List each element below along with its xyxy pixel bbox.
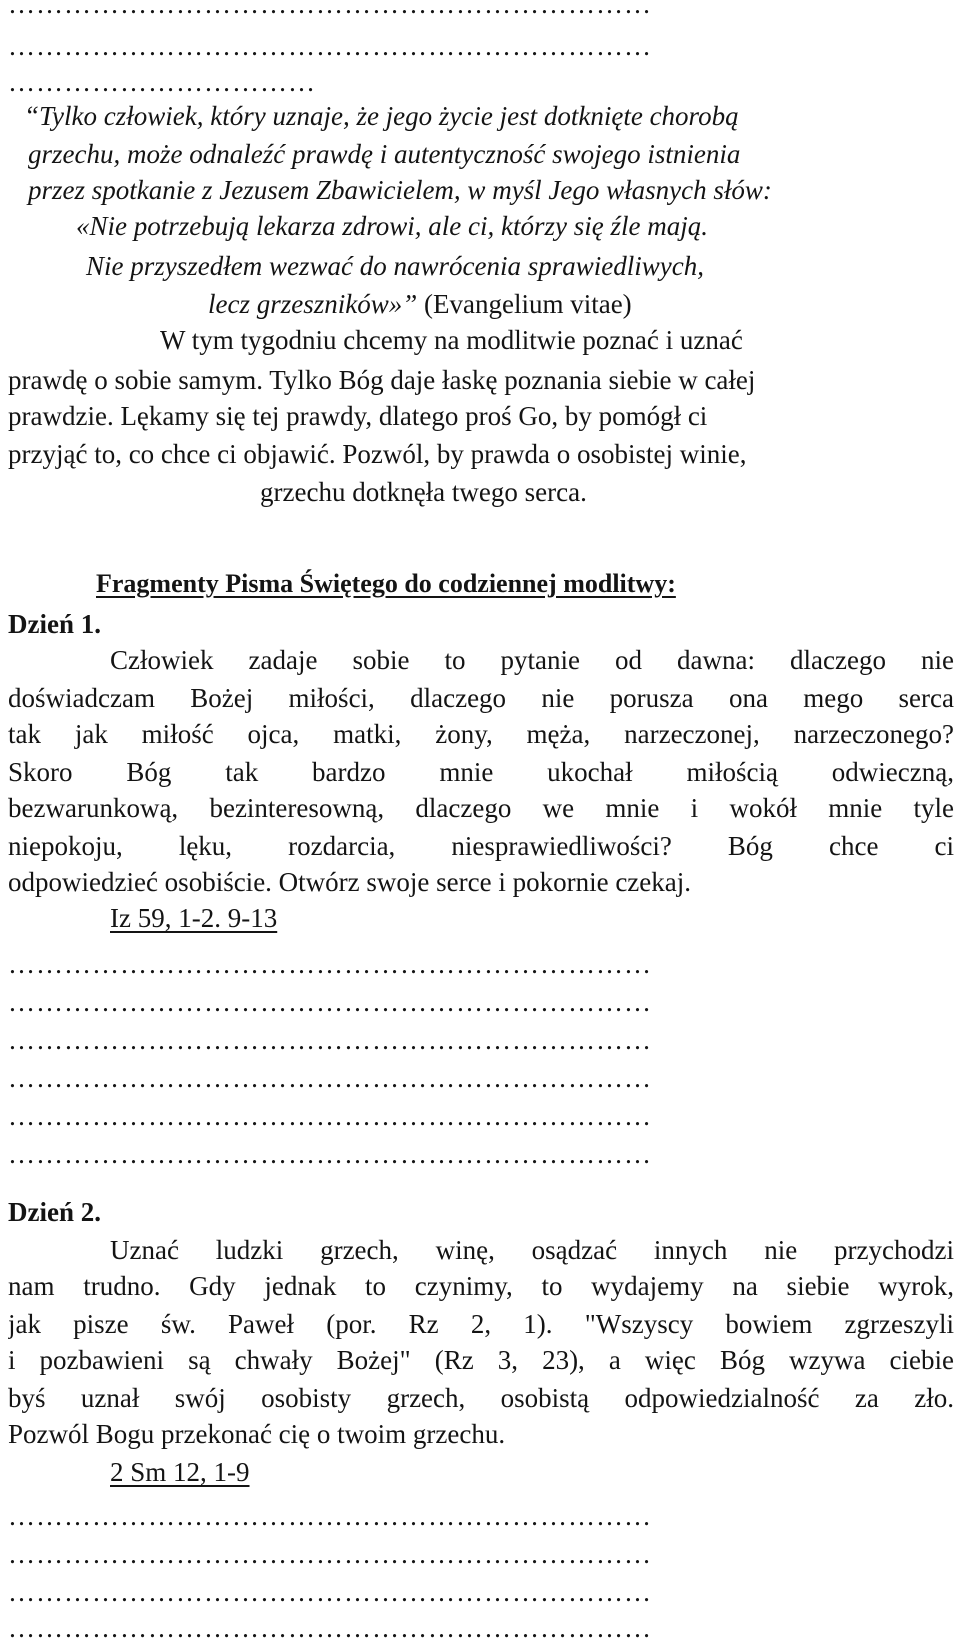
quote-line: przez spotkanie z Jezusem Zbawicielem, w myśl Jego własnych słów:: [28, 175, 772, 205]
dotted-line: ……………………………………………………………: [8, 31, 652, 61]
dotted-line: ……………………………………………………………: [8, 1539, 652, 1569]
dotted-line: ……………………………………………………………: [8, 1501, 652, 1531]
quote-source: (Evangelium vitae): [417, 289, 632, 319]
dotted-line: ……………………………………………………………: [8, 1139, 652, 1169]
intro-line: W tym tygodniu chcemy na modlitwie poznać i uznać: [160, 325, 743, 355]
day2-line: nam trudno. Gdy jednak to czynimy, to wydajemy na siebie wyrok,: [8, 1271, 954, 1301]
quote-line-end: lecz grzeszników»”: [208, 289, 418, 319]
day1-line: odpowiedzieć osobiście. Otwórz swoje serce i pokornie czekaj.: [8, 867, 692, 897]
quote-line: grzechu, może odnaleźć prawdę i autentyczność swojego istnienia: [28, 139, 741, 169]
quote-line: «Nie potrzebują lekarza zdrowi, ale ci, którzy się źle mają.: [76, 211, 708, 241]
intro-line: przyjąć to, co chce ci objawić. Pozwól, by prawda o osobistej winie,: [8, 439, 747, 469]
dotted-line: ……………………………………………………………: [8, 1063, 652, 1093]
day1-line: niepokoju, lęku, rozdarcia, niesprawiedliwości? Bóg chce ci: [8, 831, 954, 861]
day1-reference: Iz 59, 1-2. 9-13: [110, 903, 278, 933]
dotted-line: ……………………………………………………………: [8, 1613, 652, 1643]
day2-line: byś uznał swój osobisty grzech, osobistą odpowiedzialność za zło.: [8, 1383, 954, 1413]
day2-line: Pozwól Bogu przekonać cię o twoim grzechu.: [8, 1419, 506, 1449]
intro-line: prawdę o sobie samym. Tylko Bóg daje łaskę poznania siebie w całej: [8, 365, 756, 395]
day1-title: Dzień 1.: [8, 609, 101, 639]
dotted-line: ……………………………: [8, 67, 316, 97]
dotted-line: ……………………………………………………………: [8, 1025, 652, 1055]
dotted-line: ……………………………………………………………: [8, 0, 652, 19]
day1-line: tak jak miłość ojca, matki, żony, męża, narzeczonej, narzeczonego?: [8, 719, 954, 749]
day2-line: i pozbawieni są chwały Bożej" (Rz 3, 23), a więc Bóg wzywa ciebie: [8, 1345, 954, 1375]
day2-title: Dzień 2.: [8, 1197, 101, 1227]
day1-line: bezwarunkową, bezinteresowną, dlaczego we mnie i wokół mnie tyle: [8, 793, 954, 823]
day1-line: Człowiek zadaje sobie to pytanie od dawna: dlaczego nie: [110, 645, 954, 675]
dotted-line: ……………………………………………………………: [8, 1101, 652, 1131]
dotted-line: ……………………………………………………………: [8, 987, 652, 1017]
intro-line: grzechu dotknęła twego serca.: [260, 477, 587, 507]
quote-line: “Tylko człowiek, który uznaje, że jego życie jest dotknięte chorobą: [24, 101, 739, 131]
day2-reference: 2 Sm 12, 1-9: [110, 1457, 250, 1487]
quote-line: Nie przyszedłem wezwać do nawrócenia sprawiedliwych,: [86, 251, 704, 281]
intro-line: prawdzie. Lękamy się tej prawdy, dlatego proś Go, by pomógł ci: [8, 401, 708, 431]
quote-source-line: [208, 286, 632, 322]
day2-line: Uznać ludzki grzech, winę, osądzać innych nie przychodzi: [110, 1235, 954, 1265]
day1-line: Skoro Bóg tak bardzo mnie ukochał miłością odwieczną,: [8, 757, 954, 787]
section-title: Fragmenty Pisma Świętego do codziennej modlitwy:: [96, 569, 676, 598]
dotted-line: ……………………………………………………………: [8, 949, 652, 979]
dotted-line: ……………………………………………………………: [8, 1577, 652, 1607]
day2-line: jak pisze św. Paweł (por. Rz 2, 1). "Wszyscy bowiem zgrzeszyli: [8, 1309, 954, 1339]
day1-line: doświadczam Bożej miłości, dlaczego nie porusza ona mego serca: [8, 683, 954, 713]
